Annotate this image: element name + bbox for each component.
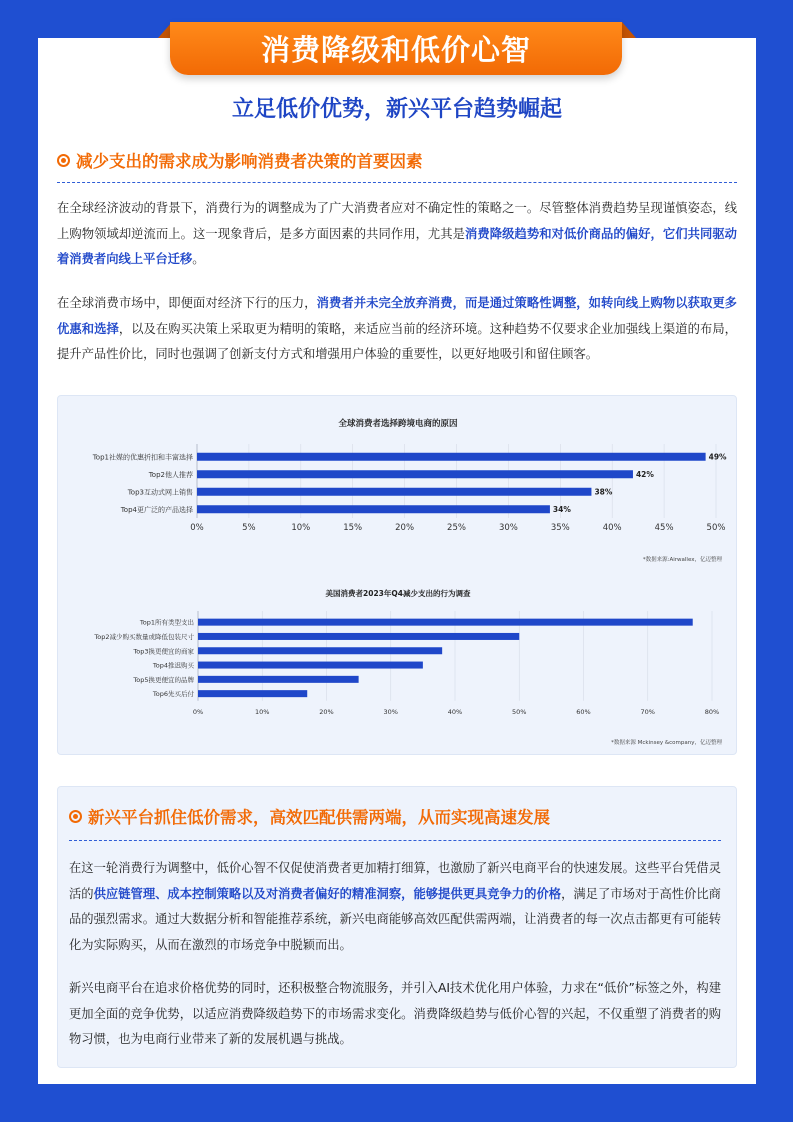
bar [197, 453, 706, 461]
chart-source: *数据来源 Mckinsey &company，亿迈整理 [611, 740, 722, 746]
section2-title: 新兴平台抓住低价需求，高效匹配供需两端，从而实现高速发展 [88, 808, 550, 827]
x-tick-label: 50% [512, 708, 527, 716]
bar [198, 633, 519, 640]
category-label: Top3互动式网上销售 [127, 488, 193, 497]
category-label: Top1所有类型支出 [139, 618, 194, 627]
data-label: 34% [552, 504, 571, 514]
charts-svg [58, 396, 738, 756]
x-tick-label: 10% [255, 708, 270, 716]
bar [198, 619, 693, 626]
x-tick-label: 70% [640, 708, 655, 716]
category-label: Top2减少购买数量或降低包装尺寸 [94, 632, 194, 641]
chart-title: 美国消费者2023年Q4减少支出的行为调查 [325, 589, 471, 598]
target-icon [69, 810, 82, 823]
x-tick-label: 0% [190, 523, 204, 533]
section2-paragraph-1: 在这一轮消费行为调整中，低价心智不仅促使消费者更加精打细算，也激励了新兴电商平台的快速发展。这些平台凭借灵活的供应链管理、成本控制策略以及对消费者偏好的精准洞察，能够提供更具竞争力的价格，满足了市场对于高性价比商品的强烈需求。通过大数据分析和智能推荐系统，新兴电商能够高效匹配供需两端，让消费者的每一次点击都更有可能转化为实际购买，从而在激烈的市场竞争中脱颖而出。 [69, 861, 721, 952]
bar [197, 505, 550, 513]
section1-title: 减少支出的需求成为影响消费者决策的首要因素 [76, 152, 423, 171]
target-icon [57, 154, 70, 167]
x-tick-label: 40% [602, 523, 622, 533]
x-tick-label: 20% [395, 523, 415, 533]
page-subtitle: 立足低价优势，新兴平台趋势崛起 [231, 97, 562, 122]
x-tick-label: 10% [291, 523, 311, 533]
x-tick-label: 15% [343, 523, 363, 533]
x-tick-label: 35% [550, 523, 570, 533]
page-title: 消费降级和低价心智 [260, 33, 531, 67]
charts-panel [57, 395, 737, 755]
banner-fold-right [622, 22, 636, 38]
bar [198, 647, 442, 654]
title-banner [170, 22, 622, 75]
x-tick-label: 50% [706, 523, 726, 533]
section2-heading [69, 804, 550, 828]
category-label: Top5换更便宜的品牌 [133, 675, 194, 684]
bar [198, 690, 307, 697]
category-label: Top6先买后付 [152, 690, 194, 699]
x-tick-label: 5% [242, 523, 256, 533]
section1-paragraph-1: 在全球经济波动的背景下，消费行为的调整成为了广大消费者应对不确定性的策略之一。尽管整体消费趋势呈现谨慎姿态，线上购物领域却逆流而上。这一现象背后，是多方面因素的共同作用，尤其是消费降级趋势和对低价商品的偏好，它们共同驱动着消费者向线上平台迁移。 [57, 201, 737, 266]
bar [197, 488, 591, 496]
section2-paragraph-2: 新兴电商平台在追求价格优势的同时，还积极整合物流服务，并引入AI技术优化用户体验，力求在“低价”标签之外，构建更加全面的竞争优势，以适应消费降级趋势下的市场需求变化。消费降级趋势与低价心智的兴起，不仅重塑了消费者的购物习惯，也为电商行业带来了新的发展机遇与挑战。 [69, 981, 721, 1046]
x-tick-label: 45% [654, 523, 674, 533]
chart-title: 全球消费者选择跨境电商的原因 [338, 419, 458, 429]
data-label: 38% [594, 487, 613, 497]
x-tick-label: 80% [704, 708, 720, 716]
category-label: Top2他人推荐 [148, 470, 193, 479]
x-tick-label: 30% [383, 708, 398, 716]
category-label: Top3换更便宜的商家 [133, 647, 194, 656]
chart-source: *数据来源:Airwallex，亿迈整理 [642, 557, 722, 563]
bar [197, 470, 633, 478]
category-label: Top4推迟购买 [152, 661, 194, 670]
category-label: Top4更广泛的产品选择 [120, 505, 193, 514]
bar [198, 662, 423, 669]
section1-paragraph-2: 在全球消费市场中，即便面对经济下行的压力，消费者并未完全放弃消费，而是通过策略性调整，如转向线上购物以获取更多优惠和选择，以及在购买决策上采取更为精明的策略，来适应当前的经济环境。这种趋势不仅要求企业加强线上渠道的布局，提升产品性价比，同时也强调了创新支付方式和增强用户体验的重要性，以更好地吸引和留住顾客。 [57, 296, 737, 361]
section1-divider [57, 182, 737, 183]
x-tick-label: 20% [319, 708, 334, 716]
x-tick-label: 60% [576, 708, 591, 716]
x-tick-label: 25% [447, 523, 466, 533]
bar [198, 676, 359, 683]
data-label: 42% [635, 469, 654, 479]
x-tick-label: 40% [447, 708, 463, 716]
section1-heading [57, 148, 423, 172]
data-label: 49% [708, 452, 727, 462]
x-tick-label: 0% [192, 708, 204, 716]
category-label: Top1社媒的优惠折扣和丰富选择 [92, 453, 193, 462]
x-tick-label: 30% [498, 523, 518, 533]
section2-divider [69, 840, 721, 841]
